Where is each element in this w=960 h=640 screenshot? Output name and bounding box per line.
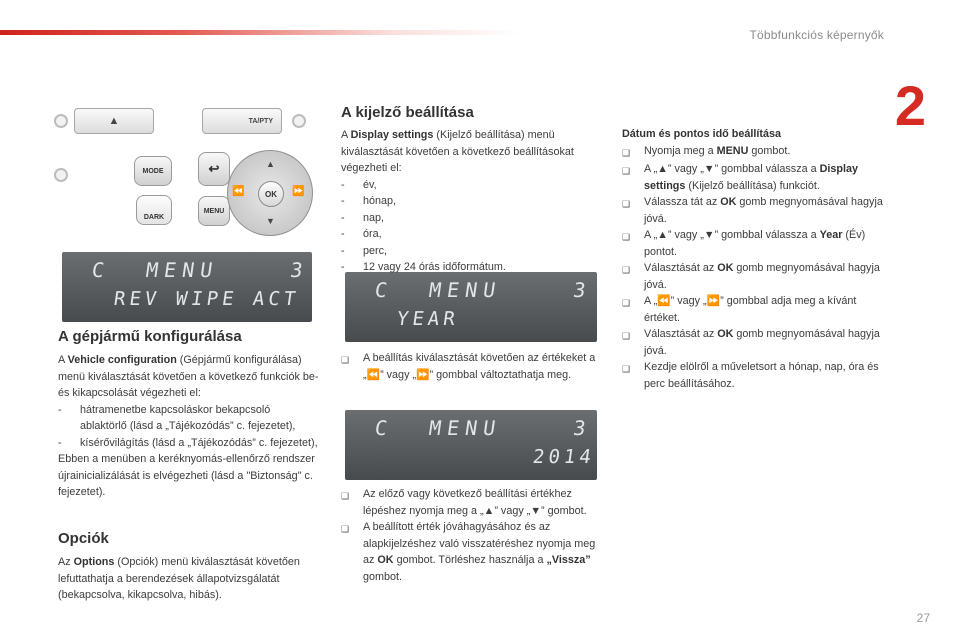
- vehicle-config-heading: A gépjármű konfigurálása: [58, 328, 242, 345]
- display-settings-heading: A kijelző beállítása: [341, 104, 474, 121]
- vehicle-config-outro: Ebben a menüben a keréknyomás-ellenőrző rendszer újrainicializálását is elvégezheti (lásd a "Biztonság" c. fejezetet).: [58, 453, 315, 498]
- step-item: ❑ Nyomja meg a MENU gombot.: [622, 143, 890, 162]
- options-text: Az Options (Opciók) menü kiválasztását követően lefuttathatja a berendezések állapotvizsgálatát (bekapcsolva, kikapcsolva, hibás).: [58, 556, 300, 601]
- step-item: ❑ Válassza tát az OK gomb megnyomásával hagyja jóvá.: [622, 194, 890, 227]
- page-number: 27: [916, 611, 930, 625]
- forward-icon: ⏩: [416, 368, 430, 381]
- rewind-icon: ⏪: [657, 295, 671, 307]
- back-button: [198, 152, 230, 186]
- bullet-icon: ❑: [622, 232, 631, 242]
- bullet-icon: ❑: [341, 355, 350, 365]
- down-arrow-icon: ▼: [703, 163, 715, 175]
- ok-button: [258, 181, 284, 207]
- dial-down-arrow-icon: ▼: [266, 216, 275, 226]
- list-item: - hátramenetbe kapcsoláskor bekapcsoló ablaktörlő (lásd a „Tájékozódás” c. fejezetet),: [58, 403, 296, 432]
- navigation-dial: [227, 150, 313, 236]
- screen-line-1: C MENU 3: [373, 416, 594, 440]
- dial-up-arrow-icon: ▲: [266, 159, 275, 169]
- panel-hole-icon: [54, 114, 68, 128]
- mode-label: MODE: [142, 167, 164, 175]
- rewind-icon: ⏪: [366, 368, 381, 381]
- chapter-number: 2: [894, 74, 926, 137]
- hazard-triangle-icon: ▲: [108, 115, 120, 127]
- dial-rewind-icon: ⏪: [232, 186, 245, 197]
- list-item: - perc,: [341, 244, 388, 257]
- menu-label: MENU: [203, 207, 225, 215]
- bullet-icon: ❑: [622, 147, 631, 158]
- screen-line-2: REV WIPE ACT: [112, 288, 301, 310]
- date-time-steps: [622, 126, 890, 392]
- display-notes-2-3: ❑ Az előző vagy következő beállítási értékhez lépéshez nyomja meg a „▲” vagy „▼” gombot. ❑ A beállított érték jóváhagyásához és az alapkijelzéshez való visszatéréshez nyomja meg az OK gombot. Törléshez használja a „Vissza” gombot.: [341, 486, 599, 585]
- display-screen-vehicle-config: [62, 252, 312, 322]
- screen-line-2: YEAR: [395, 308, 461, 330]
- forward-icon: ⏩: [706, 295, 721, 307]
- bullet-icon: ❑: [622, 331, 631, 341]
- step-item: ❑ Kezdje elölről a műveletsort a hónap, nap, óra és perc beállításához.: [622, 359, 890, 392]
- ok-label: OK: [265, 189, 277, 199]
- bullet-icon: ❑: [622, 298, 631, 308]
- display-settings-intro: A Display settings (Kijelző beállítása) menü kiválasztását követően a következő beállításokat végezheti el:: [341, 129, 574, 174]
- bullet-icon: ❑: [341, 524, 350, 534]
- display-screen-year: [345, 272, 597, 342]
- dial-forward-icon: ⏩: [292, 186, 305, 197]
- up-arrow-icon: ▲: [657, 229, 668, 241]
- display-screen-2014: [345, 410, 597, 480]
- date-time-heading: Dátum és pontos idő beállítása: [622, 128, 781, 140]
- bullet-icon: ❑: [622, 199, 631, 209]
- down-arrow-icon: ▼: [530, 504, 542, 517]
- step-item: ❑ A „⏪” vagy „⏩” gombbal adja meg a kívánt értéket.: [622, 293, 890, 326]
- dark-button: [136, 195, 172, 225]
- screen-line-2: 2014: [531, 446, 597, 468]
- ta-pty-button: [202, 108, 282, 134]
- list-item: - óra,: [341, 228, 382, 240]
- ta-pty-label: TA/PTY: [248, 117, 273, 125]
- list-item: - év,: [341, 178, 377, 191]
- list-item: - 12 vagy 24 órás időformátum.: [341, 261, 506, 273]
- bullet-icon: ❑: [622, 364, 631, 374]
- step-item: ❑ Választását az OK gomb megnyomásával hagyja jóvá.: [622, 260, 890, 293]
- bullet-icon: ❑: [622, 265, 631, 275]
- step-item: ❑ A „▲” vagy „▼” gombbal válassza a Year (Év) pontot.: [622, 227, 890, 260]
- screen-line-1: C MENU 3: [90, 258, 311, 282]
- up-arrow-icon: ▲: [657, 163, 668, 175]
- down-arrow-icon: ▼: [703, 229, 715, 241]
- menu-button: [198, 196, 230, 226]
- page-header-title: Többfunkciós képernyők: [749, 28, 884, 42]
- panel-hole-icon: [54, 168, 68, 182]
- display-settings-text: [341, 127, 596, 276]
- header-accent-bar: [0, 30, 520, 35]
- list-item: - nap,: [341, 211, 385, 224]
- panel-hole-icon: [292, 114, 306, 128]
- screen-line-1: C MENU 3: [373, 278, 594, 302]
- list-item: - hónap,: [341, 195, 397, 207]
- vehicle-config-intro: A Vehicle configuration (Gépjármű konfigurálása) menü kiválasztását követően a következő funkciók be- és kikapcsolását végezheti el:: [58, 354, 319, 399]
- display-note-1: ❑ A beállítás kiválasztását követően az értékeket a „⏪” vagy „⏩” gombbal változtathatja meg.: [341, 350, 599, 383]
- options-heading: Opciók: [58, 530, 109, 547]
- step-item: ❑ A „▲” vagy „▼” gombbal válassza a Display settings (Kijelző beállítása) funkciót.: [622, 161, 890, 194]
- list-item: - kísérővilágítás (lásd a „Tájékozódás” c. fejezetet),: [58, 436, 318, 449]
- control-panel-illustration: [52, 100, 310, 240]
- up-arrow-icon: ▲: [483, 504, 495, 517]
- step-item: ❑ Választását az OK gomb megnyomásával hagyja jóvá.: [622, 326, 890, 359]
- vehicle-config-text: [58, 352, 320, 501]
- dark-label: DARK: [143, 214, 165, 221]
- hazard-button: [74, 108, 154, 134]
- bullet-icon: ❑: [622, 166, 631, 176]
- back-arrow-icon: ↩: [208, 161, 220, 176]
- mode-button: [134, 156, 172, 186]
- bullet-icon: ❑: [341, 491, 350, 501]
